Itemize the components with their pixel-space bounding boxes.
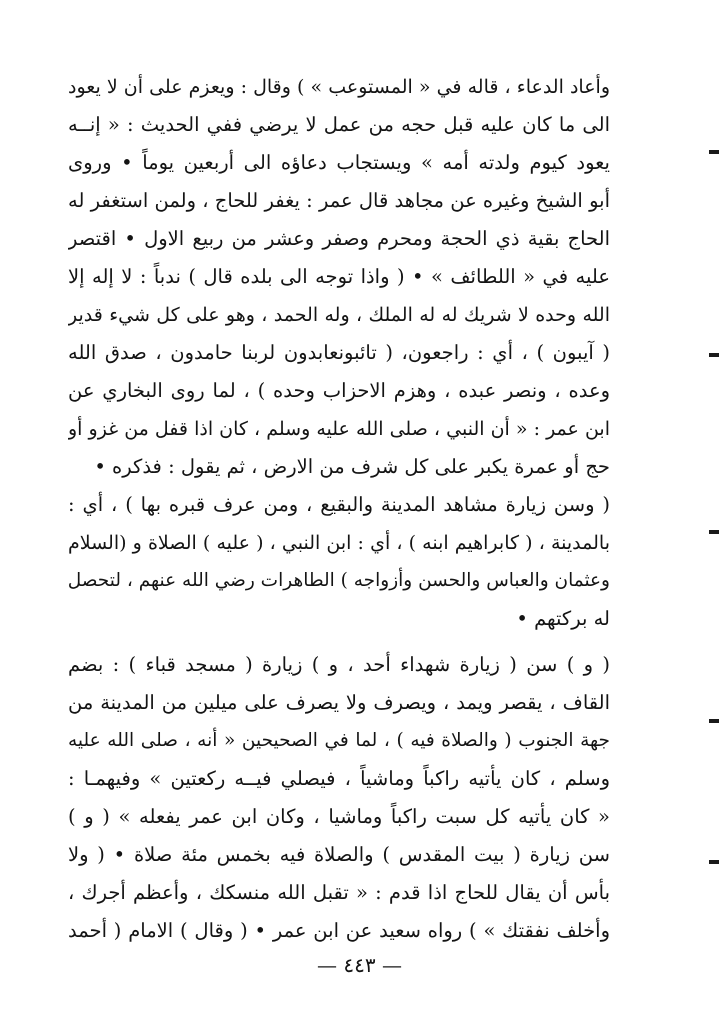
- text-line: بالمدينة ، ( كابراهيم ابنه ) ، أي : ابن النبي ، ( عليه ) الصلاة و (السلام: [68, 532, 610, 554]
- paragraph-3: [68, 646, 610, 950]
- paragraph-2: [68, 486, 610, 638]
- text-line: الى ما كان عليه قبل حجه من عمل لا يرضي ففي الحديث : « إنــه: [68, 113, 610, 136]
- paragraph-1: [68, 68, 610, 486]
- text-line: القاف ، يقصر ويمد ، ويصرف ولا يصرف على ميلين من المدينة من: [68, 691, 610, 714]
- text-line: أبو الشيخ وغيره عن مجاهد قال عمر : يغفر للحاج ، ولمن استغفر له: [68, 189, 610, 212]
- text-line: « كان يأتيه كل سبت راكباً وماشيا ، وكان ابن عمر يفعله » ( و ): [68, 805, 610, 828]
- text-line: وعثمان والعباس والحسن وأزواجه ) الطاهرات رضي الله عنهم ، لتحصل: [68, 570, 610, 591]
- margin-mark: [709, 719, 719, 723]
- margin-mark: [709, 353, 719, 357]
- page-number: — ٤٤٣ —: [317, 953, 402, 977]
- text-line: وعده ، ونصر عبده ، وهزم الاحزاب وحده ) ، لما روى البخاري عن: [68, 379, 610, 402]
- text-line: سن زيارة ( بيت المقدس ) والصلاة فيه بخمس مئة صلاة • ( ولا: [68, 843, 610, 866]
- text-line: حج أو عمرة يكبر على كل شرف من الارض ، ثم يقول : فذكره •: [94, 455, 610, 478]
- margin-mark: [709, 530, 719, 534]
- text-line: ( و ) سن ( زيارة شهداء أحد ، و ) زيارة ( مسجد قباء ) : بضم: [68, 653, 610, 676]
- text-line: ( آيبون ) ، أي : راجعون، ( تائبونعابدون لربنا حامدون ، صدق الله: [68, 341, 610, 364]
- text-line: يعود كيوم ولدته أمه » ويستجاب دعاؤه الى أربعين يوماً • وروى: [68, 151, 610, 174]
- text-line: وأعاد الدعاء ، قاله في « المستوعب » ) وقال : ويعزم على أن لا يعود: [68, 76, 610, 98]
- text-line: الله وحده لا شريك له له الملك ، وله الحمد ، وهو على كل شيء قدير: [68, 304, 610, 326]
- text-line: بأس أن يقال للحاج اذا قدم : « تقبل الله منسكك ، وأعظم أجرك ،: [68, 881, 610, 904]
- text-line: الحاج بقية ذي الحجة ومحرم وصفر وعشر من ربيع الاول • اقتصر: [68, 227, 610, 250]
- text-line: ( وسن زيارة مشاهد المدينة والبقيع ، ومن عرف قبره بها ) ، أي :: [68, 493, 610, 516]
- text-line: ابن عمر : « أن النبي ، صلى الله عليه وسلم ، كان اذا قفل من غزو أو: [68, 418, 610, 440]
- margin-mark: [709, 150, 719, 154]
- text-line: جهة الجنوب ( والصلاة فيه ) ، لما في الصحيحين « أنه ، صلى الله عليه: [68, 730, 610, 751]
- text-line: وسلم ، كان يأتيه راكباً وماشياً ، فيصلي فيــه ركعتين » وفيهمـا :: [68, 767, 610, 790]
- text-line: له بركتهم •: [516, 607, 610, 630]
- text-line: وأخلف نفقتك » ) رواه سعيد عن ابن عمر • ( وقال ) الامام ( أحمد: [68, 919, 610, 942]
- text-line: عليه في « اللطائف » • ( واذا توجه الى بلده قال ) ندباً : لا إله إلا: [68, 265, 610, 288]
- margin-mark: [709, 860, 719, 864]
